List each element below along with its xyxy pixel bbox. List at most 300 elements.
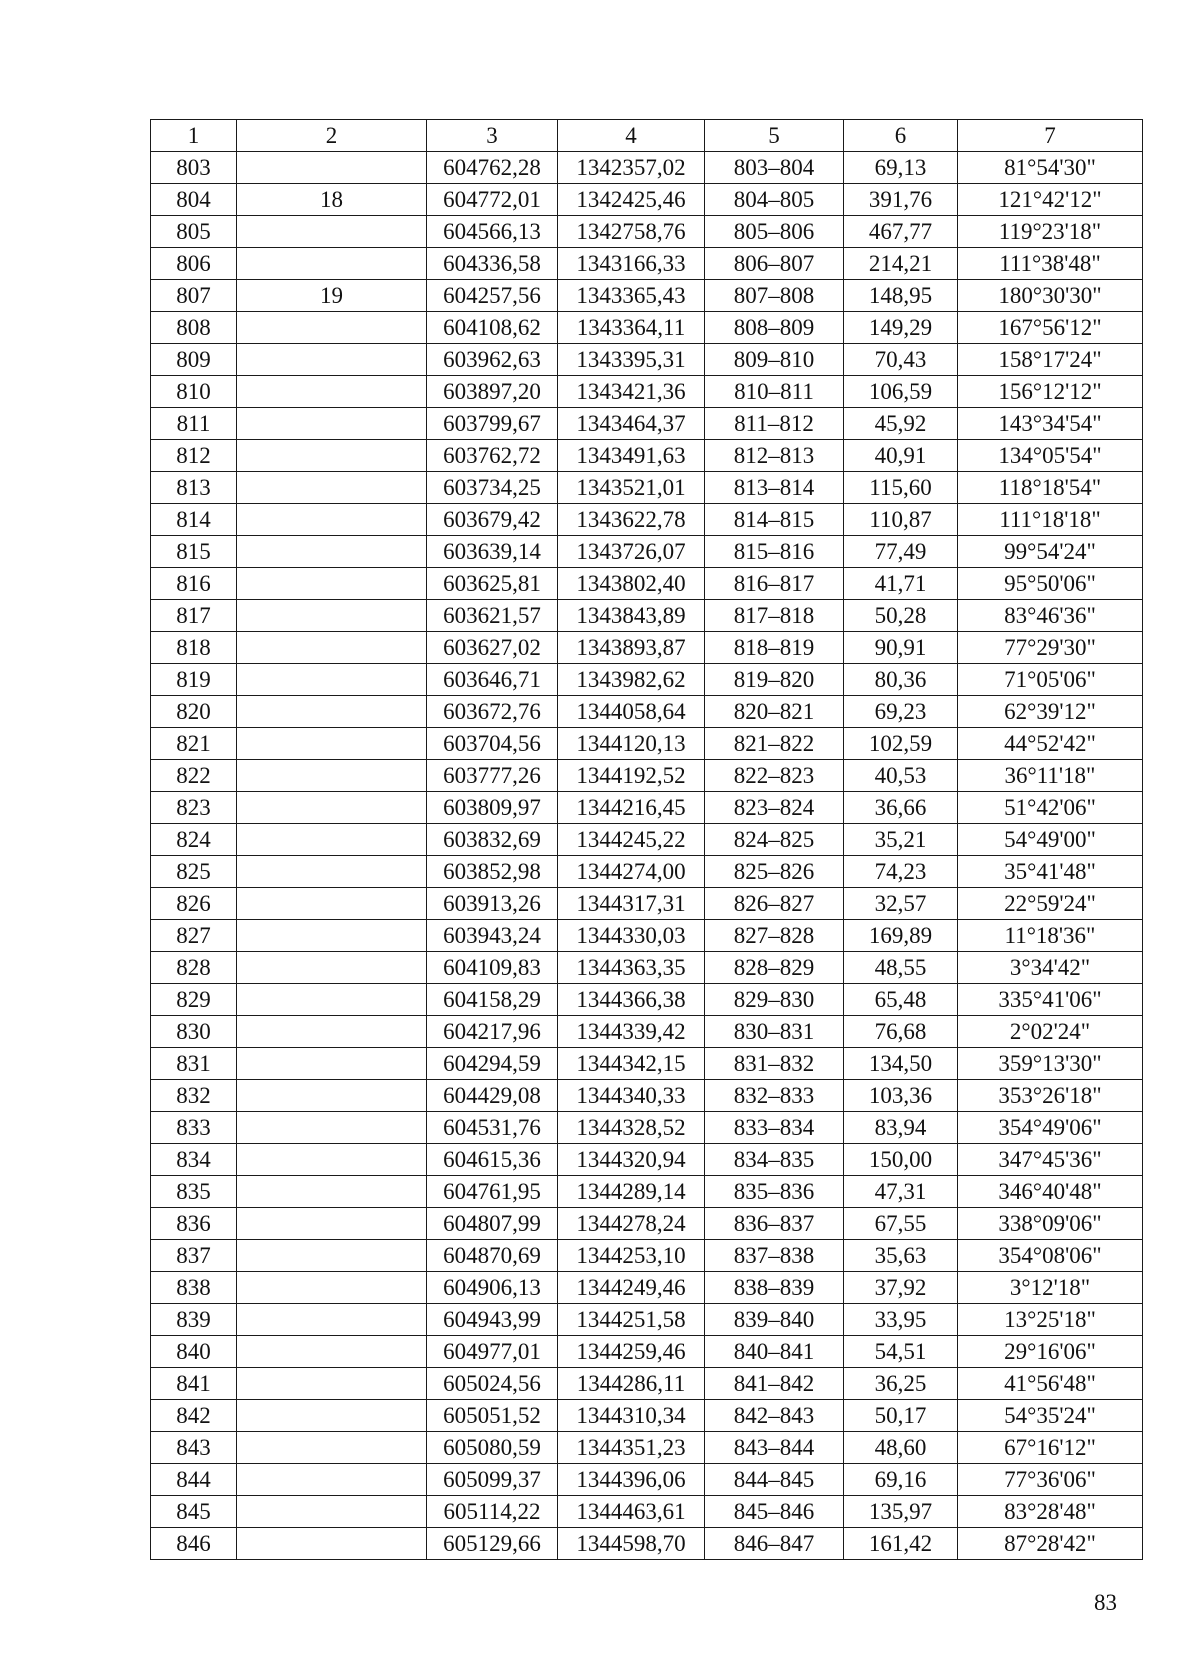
cell-point: 827: [151, 920, 237, 952]
table-row: [151, 1464, 1143, 1496]
cell-angle: 111°38'48": [958, 248, 1143, 280]
table-row: [151, 312, 1143, 344]
cell-x: 603672,76: [427, 696, 558, 728]
cell-point: 805: [151, 216, 237, 248]
table-row: [151, 952, 1143, 984]
cell-x: 604217,96: [427, 1016, 558, 1048]
cell-y: 1344286,11: [558, 1368, 705, 1400]
cell-section: [237, 1368, 427, 1400]
cell-point: 807: [151, 280, 237, 312]
cell-segment: 814–815: [705, 504, 844, 536]
cell-angle: 77°36'06": [958, 1464, 1143, 1496]
cell-section: [237, 376, 427, 408]
cell-segment: 817–818: [705, 600, 844, 632]
cell-length: 70,43: [844, 344, 958, 376]
column-header-segment: 5: [705, 120, 844, 152]
cell-section: [237, 888, 427, 920]
cell-section: [237, 1272, 427, 1304]
cell-y: 1343982,62: [558, 664, 705, 696]
cell-length: 214,21: [844, 248, 958, 280]
table-row: [151, 760, 1143, 792]
cell-angle: 118°18'54": [958, 472, 1143, 504]
cell-x: 603639,14: [427, 536, 558, 568]
cell-segment: 806–807: [705, 248, 844, 280]
cell-section: [237, 1112, 427, 1144]
table-row: [151, 248, 1143, 280]
table-row: [151, 1336, 1143, 1368]
cell-angle: 111°18'18": [958, 504, 1143, 536]
cell-angle: 156°12'12": [958, 376, 1143, 408]
cell-point: 814: [151, 504, 237, 536]
cell-x: 604429,08: [427, 1080, 558, 1112]
table-row: [151, 216, 1143, 248]
cell-y: 1343802,40: [558, 568, 705, 600]
cell-length: 150,00: [844, 1144, 958, 1176]
cell-point: 843: [151, 1432, 237, 1464]
cell-segment: 808–809: [705, 312, 844, 344]
table-row: [151, 1016, 1143, 1048]
cell-angle: 54°35'24": [958, 1400, 1143, 1432]
cell-y: 1344363,35: [558, 952, 705, 984]
cell-y: 1344396,06: [558, 1464, 705, 1496]
cell-point: 823: [151, 792, 237, 824]
cell-x: 603897,20: [427, 376, 558, 408]
cell-y: 1344598,70: [558, 1528, 705, 1560]
cell-segment: 837–838: [705, 1240, 844, 1272]
cell-segment: 824–825: [705, 824, 844, 856]
cell-x: 603799,67: [427, 408, 558, 440]
cell-y: 1344320,94: [558, 1144, 705, 1176]
cell-section: [237, 632, 427, 664]
cell-angle: 13°25'18": [958, 1304, 1143, 1336]
cell-x: 603646,71: [427, 664, 558, 696]
cell-length: 35,63: [844, 1240, 958, 1272]
cell-point: 841: [151, 1368, 237, 1400]
cell-length: 467,77: [844, 216, 958, 248]
cell-segment: 836–837: [705, 1208, 844, 1240]
table-row: [151, 1112, 1143, 1144]
column-header-y: 4: [558, 120, 705, 152]
table-body: [151, 152, 1143, 1560]
cell-segment: 816–817: [705, 568, 844, 600]
cell-length: 50,17: [844, 1400, 958, 1432]
cell-section: [237, 984, 427, 1016]
cell-section: [237, 248, 427, 280]
cell-x: 604807,99: [427, 1208, 558, 1240]
cell-section: [237, 600, 427, 632]
cell-section: [237, 1336, 427, 1368]
cell-x: 603913,26: [427, 888, 558, 920]
cell-section: [237, 792, 427, 824]
cell-x: 603943,24: [427, 920, 558, 952]
cell-length: 45,92: [844, 408, 958, 440]
cell-y: 1344216,45: [558, 792, 705, 824]
table-row: [151, 376, 1143, 408]
cell-length: 161,42: [844, 1528, 958, 1560]
cell-point: 835: [151, 1176, 237, 1208]
cell-segment: 823–824: [705, 792, 844, 824]
cell-section: [237, 856, 427, 888]
cell-angle: 143°34'54": [958, 408, 1143, 440]
table-row: [151, 824, 1143, 856]
table-row: [151, 632, 1143, 664]
cell-x: 605099,37: [427, 1464, 558, 1496]
cell-x: 603832,69: [427, 824, 558, 856]
cell-length: 103,36: [844, 1080, 958, 1112]
cell-segment: 804–805: [705, 184, 844, 216]
cell-segment: 803–804: [705, 152, 844, 184]
cell-length: 40,91: [844, 440, 958, 472]
cell-x: 603852,98: [427, 856, 558, 888]
cell-point: 811: [151, 408, 237, 440]
cell-segment: 833–834: [705, 1112, 844, 1144]
cell-y: 1343521,01: [558, 472, 705, 504]
cell-segment: 822–823: [705, 760, 844, 792]
cell-x: 603962,63: [427, 344, 558, 376]
cell-angle: 95°50'06": [958, 568, 1143, 600]
cell-point: 820: [151, 696, 237, 728]
cell-angle: 121°42'12": [958, 184, 1143, 216]
cell-point: 829: [151, 984, 237, 1016]
cell-x: 604294,59: [427, 1048, 558, 1080]
cell-section: [237, 472, 427, 504]
cell-x: 604615,36: [427, 1144, 558, 1176]
cell-point: 839: [151, 1304, 237, 1336]
table-row: [151, 1400, 1143, 1432]
cell-x: 604566,13: [427, 216, 558, 248]
table-row: [151, 440, 1143, 472]
column-header-x: 3: [427, 120, 558, 152]
cell-point: 803: [151, 152, 237, 184]
cell-x: 603777,26: [427, 760, 558, 792]
cell-y: 1344289,14: [558, 1176, 705, 1208]
cell-segment: 810–811: [705, 376, 844, 408]
cell-angle: 29°16'06": [958, 1336, 1143, 1368]
cell-y: 1343893,87: [558, 632, 705, 664]
cell-point: 819: [151, 664, 237, 696]
cell-angle: 87°28'42": [958, 1528, 1143, 1560]
cell-segment: 841–842: [705, 1368, 844, 1400]
cell-segment: 839–840: [705, 1304, 844, 1336]
cell-y: 1343395,31: [558, 344, 705, 376]
cell-y: 1343365,43: [558, 280, 705, 312]
cell-length: 77,49: [844, 536, 958, 568]
cell-length: 110,87: [844, 504, 958, 536]
cell-section: [237, 1464, 427, 1496]
table-row: [151, 1176, 1143, 1208]
cell-segment: 812–813: [705, 440, 844, 472]
cell-length: 37,92: [844, 1272, 958, 1304]
cell-y: 1342425,46: [558, 184, 705, 216]
cell-length: 67,55: [844, 1208, 958, 1240]
table-row: [151, 696, 1143, 728]
cell-x: 603809,97: [427, 792, 558, 824]
cell-section: [237, 760, 427, 792]
cell-point: 804: [151, 184, 237, 216]
cell-x: 604531,76: [427, 1112, 558, 1144]
cell-angle: 35°41'48": [958, 856, 1143, 888]
table-row: [151, 1432, 1143, 1464]
table-row: [151, 1080, 1143, 1112]
cell-point: 844: [151, 1464, 237, 1496]
cell-y: 1344340,33: [558, 1080, 705, 1112]
cell-angle: 354°49'06": [958, 1112, 1143, 1144]
cell-y: 1344330,03: [558, 920, 705, 952]
cell-y: 1344259,46: [558, 1336, 705, 1368]
cell-segment: 813–814: [705, 472, 844, 504]
cell-y: 1344328,52: [558, 1112, 705, 1144]
table-row: [151, 856, 1143, 888]
cell-section: [237, 1176, 427, 1208]
table-row: [151, 1304, 1143, 1336]
coordinates-table: [150, 119, 1143, 1560]
cell-section: [237, 1400, 427, 1432]
cell-section: 18: [237, 184, 427, 216]
cell-y: 1344366,38: [558, 984, 705, 1016]
cell-angle: 36°11'18": [958, 760, 1143, 792]
cell-x: 604772,01: [427, 184, 558, 216]
cell-x: 603627,02: [427, 632, 558, 664]
cell-section: [237, 1016, 427, 1048]
cell-segment: 832–833: [705, 1080, 844, 1112]
table-row: [151, 1528, 1143, 1560]
cell-segment: 826–827: [705, 888, 844, 920]
cell-point: 842: [151, 1400, 237, 1432]
cell-y: 1344342,15: [558, 1048, 705, 1080]
cell-point: 840: [151, 1336, 237, 1368]
cell-angle: 167°56'12": [958, 312, 1143, 344]
cell-point: 808: [151, 312, 237, 344]
column-header-point: 1: [151, 120, 237, 152]
table-row: [151, 280, 1143, 312]
table-row: [151, 1368, 1143, 1400]
table-row: [151, 888, 1143, 920]
cell-angle: 22°59'24": [958, 888, 1143, 920]
cell-length: 74,23: [844, 856, 958, 888]
cell-length: 90,91: [844, 632, 958, 664]
cell-y: 1343622,78: [558, 504, 705, 536]
cell-section: [237, 312, 427, 344]
cell-section: [237, 1496, 427, 1528]
cell-point: 825: [151, 856, 237, 888]
cell-segment: 842–843: [705, 1400, 844, 1432]
cell-section: [237, 568, 427, 600]
table-row: [151, 1272, 1143, 1304]
cell-x: 604762,28: [427, 152, 558, 184]
cell-length: 69,13: [844, 152, 958, 184]
cell-length: 41,71: [844, 568, 958, 600]
cell-y: 1344245,22: [558, 824, 705, 856]
cell-y: 1344251,58: [558, 1304, 705, 1336]
cell-length: 69,16: [844, 1464, 958, 1496]
table-row: [151, 152, 1143, 184]
table-row: [151, 728, 1143, 760]
cell-point: 810: [151, 376, 237, 408]
cell-angle: 67°16'12": [958, 1432, 1143, 1464]
cell-x: 605129,66: [427, 1528, 558, 1560]
cell-section: [237, 408, 427, 440]
cell-point: 828: [151, 952, 237, 984]
cell-segment: 815–816: [705, 536, 844, 568]
cell-section: [237, 1208, 427, 1240]
cell-x: 604158,29: [427, 984, 558, 1016]
cell-angle: 180°30'30": [958, 280, 1143, 312]
cell-point: 837: [151, 1240, 237, 1272]
cell-length: 106,59: [844, 376, 958, 408]
cell-x: 605024,56: [427, 1368, 558, 1400]
cell-segment: 811–812: [705, 408, 844, 440]
cell-point: 846: [151, 1528, 237, 1560]
cell-segment: 805–806: [705, 216, 844, 248]
cell-angle: 41°56'48": [958, 1368, 1143, 1400]
cell-angle: 119°23'18": [958, 216, 1143, 248]
cell-section: [237, 952, 427, 984]
cell-y: 1343166,33: [558, 248, 705, 280]
cell-angle: 354°08'06": [958, 1240, 1143, 1272]
cell-section: [237, 536, 427, 568]
cell-segment: 830–831: [705, 1016, 844, 1048]
table-row: [151, 600, 1143, 632]
cell-y: 1344249,46: [558, 1272, 705, 1304]
cell-angle: 3°34'42": [958, 952, 1143, 984]
cell-length: 148,95: [844, 280, 958, 312]
cell-section: [237, 152, 427, 184]
table-row: [151, 792, 1143, 824]
table-row: [151, 1240, 1143, 1272]
cell-length: 32,57: [844, 888, 958, 920]
cell-segment: 831–832: [705, 1048, 844, 1080]
cell-point: 845: [151, 1496, 237, 1528]
cell-angle: 51°42'06": [958, 792, 1143, 824]
cell-x: 603704,56: [427, 728, 558, 760]
cell-section: [237, 696, 427, 728]
cell-section: [237, 1240, 427, 1272]
cell-x: 603734,25: [427, 472, 558, 504]
cell-point: 816: [151, 568, 237, 600]
cell-length: 36,66: [844, 792, 958, 824]
cell-section: [237, 504, 427, 536]
cell-point: 833: [151, 1112, 237, 1144]
table-row: [151, 504, 1143, 536]
column-header-length: 6: [844, 120, 958, 152]
cell-length: 36,25: [844, 1368, 958, 1400]
cell-angle: 83°46'36": [958, 600, 1143, 632]
column-header-section: 2: [237, 120, 427, 152]
cell-angle: 346°40'48": [958, 1176, 1143, 1208]
table-row: [151, 664, 1143, 696]
cell-y: 1344192,52: [558, 760, 705, 792]
cell-length: 69,23: [844, 696, 958, 728]
table-row: [151, 1048, 1143, 1080]
table-row: [151, 536, 1143, 568]
cell-section: [237, 440, 427, 472]
column-header-angle: 7: [958, 120, 1143, 152]
cell-y: 1343364,11: [558, 312, 705, 344]
cell-angle: 2°02'24": [958, 1016, 1143, 1048]
cell-length: 65,48: [844, 984, 958, 1016]
page-number: 83: [1094, 1590, 1117, 1615]
cell-y: 1343491,63: [558, 440, 705, 472]
cell-segment: 846–847: [705, 1528, 844, 1560]
cell-x: 605114,22: [427, 1496, 558, 1528]
cell-y: 1344253,10: [558, 1240, 705, 1272]
cell-angle: 54°49'00": [958, 824, 1143, 856]
cell-length: 102,59: [844, 728, 958, 760]
cell-x: 604943,99: [427, 1304, 558, 1336]
cell-length: 54,51: [844, 1336, 958, 1368]
cell-angle: 81°54'30": [958, 152, 1143, 184]
cell-x: 604906,13: [427, 1272, 558, 1304]
cell-length: 135,97: [844, 1496, 958, 1528]
cell-point: 838: [151, 1272, 237, 1304]
cell-point: 830: [151, 1016, 237, 1048]
cell-section: [237, 216, 427, 248]
cell-y: 1344317,31: [558, 888, 705, 920]
cell-angle: 347°45'36": [958, 1144, 1143, 1176]
cell-length: 48,60: [844, 1432, 958, 1464]
cell-x: 604257,56: [427, 280, 558, 312]
cell-length: 83,94: [844, 1112, 958, 1144]
table-row: [151, 568, 1143, 600]
cell-length: 149,29: [844, 312, 958, 344]
cell-x: 604870,69: [427, 1240, 558, 1272]
cell-section: [237, 728, 427, 760]
cell-point: 812: [151, 440, 237, 472]
cell-point: 831: [151, 1048, 237, 1080]
cell-y: 1344339,42: [558, 1016, 705, 1048]
cell-section: [237, 664, 427, 696]
cell-length: 80,36: [844, 664, 958, 696]
cell-point: 824: [151, 824, 237, 856]
table-row: [151, 472, 1143, 504]
cell-x: 604761,95: [427, 1176, 558, 1208]
cell-x: 603625,81: [427, 568, 558, 600]
cell-segment: 809–810: [705, 344, 844, 376]
cell-angle: 335°41'06": [958, 984, 1143, 1016]
cell-point: 836: [151, 1208, 237, 1240]
cell-angle: 83°28'48": [958, 1496, 1143, 1528]
cell-segment: 807–808: [705, 280, 844, 312]
cell-length: 50,28: [844, 600, 958, 632]
cell-segment: 835–836: [705, 1176, 844, 1208]
cell-point: 832: [151, 1080, 237, 1112]
cell-point: 822: [151, 760, 237, 792]
cell-length: 40,53: [844, 760, 958, 792]
cell-segment: 840–841: [705, 1336, 844, 1368]
cell-section: [237, 1144, 427, 1176]
cell-point: 809: [151, 344, 237, 376]
cell-x: 604977,01: [427, 1336, 558, 1368]
cell-angle: 158°17'24": [958, 344, 1143, 376]
cell-segment: 821–822: [705, 728, 844, 760]
cell-x: 604109,83: [427, 952, 558, 984]
table-row: [151, 184, 1143, 216]
cell-point: 821: [151, 728, 237, 760]
cell-y: 1343843,89: [558, 600, 705, 632]
cell-length: 115,60: [844, 472, 958, 504]
cell-x: 605051,52: [427, 1400, 558, 1432]
cell-x: 603621,57: [427, 600, 558, 632]
cell-segment: 818–819: [705, 632, 844, 664]
cell-segment: 829–830: [705, 984, 844, 1016]
table-row: [151, 920, 1143, 952]
cell-point: 815: [151, 536, 237, 568]
cell-length: 33,95: [844, 1304, 958, 1336]
cell-segment: 825–826: [705, 856, 844, 888]
cell-segment: 828–829: [705, 952, 844, 984]
cell-point: 826: [151, 888, 237, 920]
cell-point: 806: [151, 248, 237, 280]
